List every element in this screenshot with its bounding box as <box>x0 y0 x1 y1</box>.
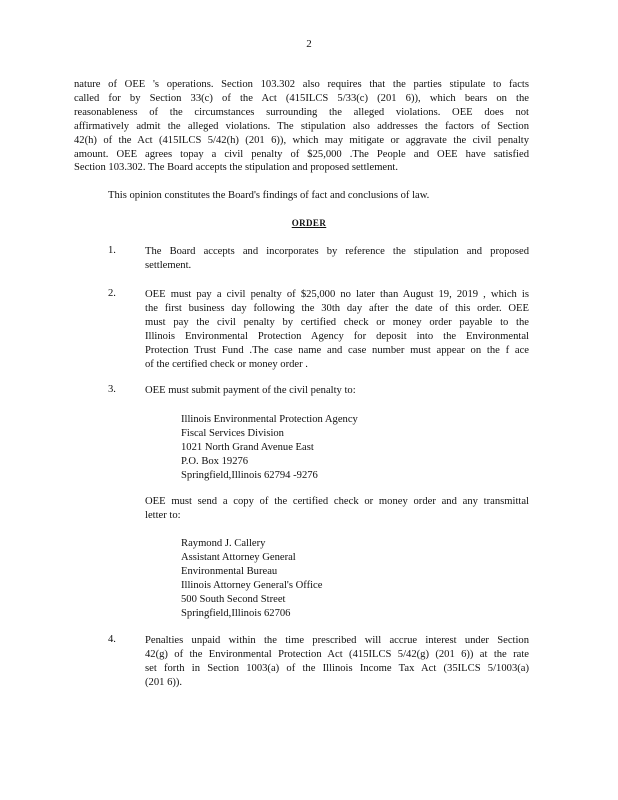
address-line: Fiscal Services Division <box>181 427 284 439</box>
item-line: letter to: <box>145 509 181 521</box>
item-line: OEE must pay a civil penalty of $25,000 no later than August 19, 2019 , which is <box>145 289 529 300</box>
item-line: OEE must submit payment of the civil penalty to: <box>145 385 356 396</box>
item-line: of the certified check or money order . <box>145 358 308 370</box>
item-line: Protection Trust Fund .The case name and case number must appear on the f ace <box>145 344 529 356</box>
item-number: 1. <box>108 245 116 256</box>
paragraph-line: nature of OEE 's operations. Section 103.302 also requires that the parties stipulate to facts <box>74 79 529 90</box>
item-line: the first business day following the 30th day after the date of this order. OEE <box>145 302 529 314</box>
address-line: P.O. Box 19276 <box>181 455 249 467</box>
address-line: Springfield,Illinois 62706 <box>181 607 291 619</box>
item-text <box>145 288 529 371</box>
item-line: settlement. <box>145 259 192 271</box>
item-line: Penalties unpaid within the time prescribed will accrue interest under Section <box>145 635 529 646</box>
item-text <box>145 384 529 398</box>
address-line: 1021 North Grand Avenue East <box>181 441 314 453</box>
address-line: 500 South Second Street <box>181 593 286 605</box>
paragraph-line: reasonableness of the circumstances surrounding the alleged violations. OEE does not <box>74 106 529 118</box>
page-number: 2 <box>306 38 312 50</box>
item-line: Illinois Environmental Protection Agency for deposit into the Environmental <box>145 330 529 342</box>
address-line: Assistant Attorney General <box>181 551 296 563</box>
payment-address <box>181 413 358 483</box>
item-line: must pay the civil penalty by certified check or money order payable to the <box>145 316 529 328</box>
order-heading: ORDER <box>291 218 327 228</box>
opinion-statement: This opinion constitutes the Board's findings of fact and conclusions of law. <box>108 190 430 201</box>
paragraph-line: Section 103.302. The Board accepts the stipulation and proposed settlement. <box>74 162 399 174</box>
item-text <box>145 495 529 523</box>
item-text <box>145 634 529 690</box>
address-line: Illinois Environmental Protection Agency <box>181 414 358 425</box>
item-line: set forth in Section 1003(a) of the Illinois Income Tax Act (35ILCS 5/1003(a) <box>145 662 529 674</box>
address-line: Raymond J. Callery <box>181 538 266 549</box>
opening-paragraph <box>74 78 529 175</box>
address-line: Springfield,Illinois 62794 -9276 <box>181 469 318 481</box>
paragraph-line: called for by Section 33(c) of the Act (415ILCS 5/33(c) (201 6)), which bears on the <box>74 92 529 104</box>
item-number: 3. <box>108 384 116 395</box>
address-line: Illinois Attorney General's Office <box>181 579 323 591</box>
item-line: (201 6)). <box>145 676 183 688</box>
item-number: 2. <box>108 288 116 299</box>
item-line: 42(g) of the Environmental Protection Act (415ILCS 5/42(g) (201 6)) at the rate <box>145 648 529 660</box>
item-line: The Board accepts and incorporates by reference the stipulation and proposed <box>145 246 529 257</box>
transmittal-address <box>181 537 322 620</box>
item-line: OEE must send a copy of the certified check or money order and any transmittal <box>145 496 529 507</box>
address-line: Environmental Bureau <box>181 565 278 577</box>
paragraph-line: 42(h) of the Act (415ILCS 5/42(h) (201 6)), which may mitigate or aggravate the civil penalty <box>74 134 529 146</box>
paragraph-line: affirmatively admit the alleged violations. The stipulation also addresses the factors of Section <box>74 120 529 132</box>
item-text <box>145 245 529 273</box>
item-number: 4. <box>108 634 116 645</box>
paragraph-line: amount. OEE agrees topay a civil penalty of $25,000 .The People and OEE have satisfied <box>74 148 529 160</box>
